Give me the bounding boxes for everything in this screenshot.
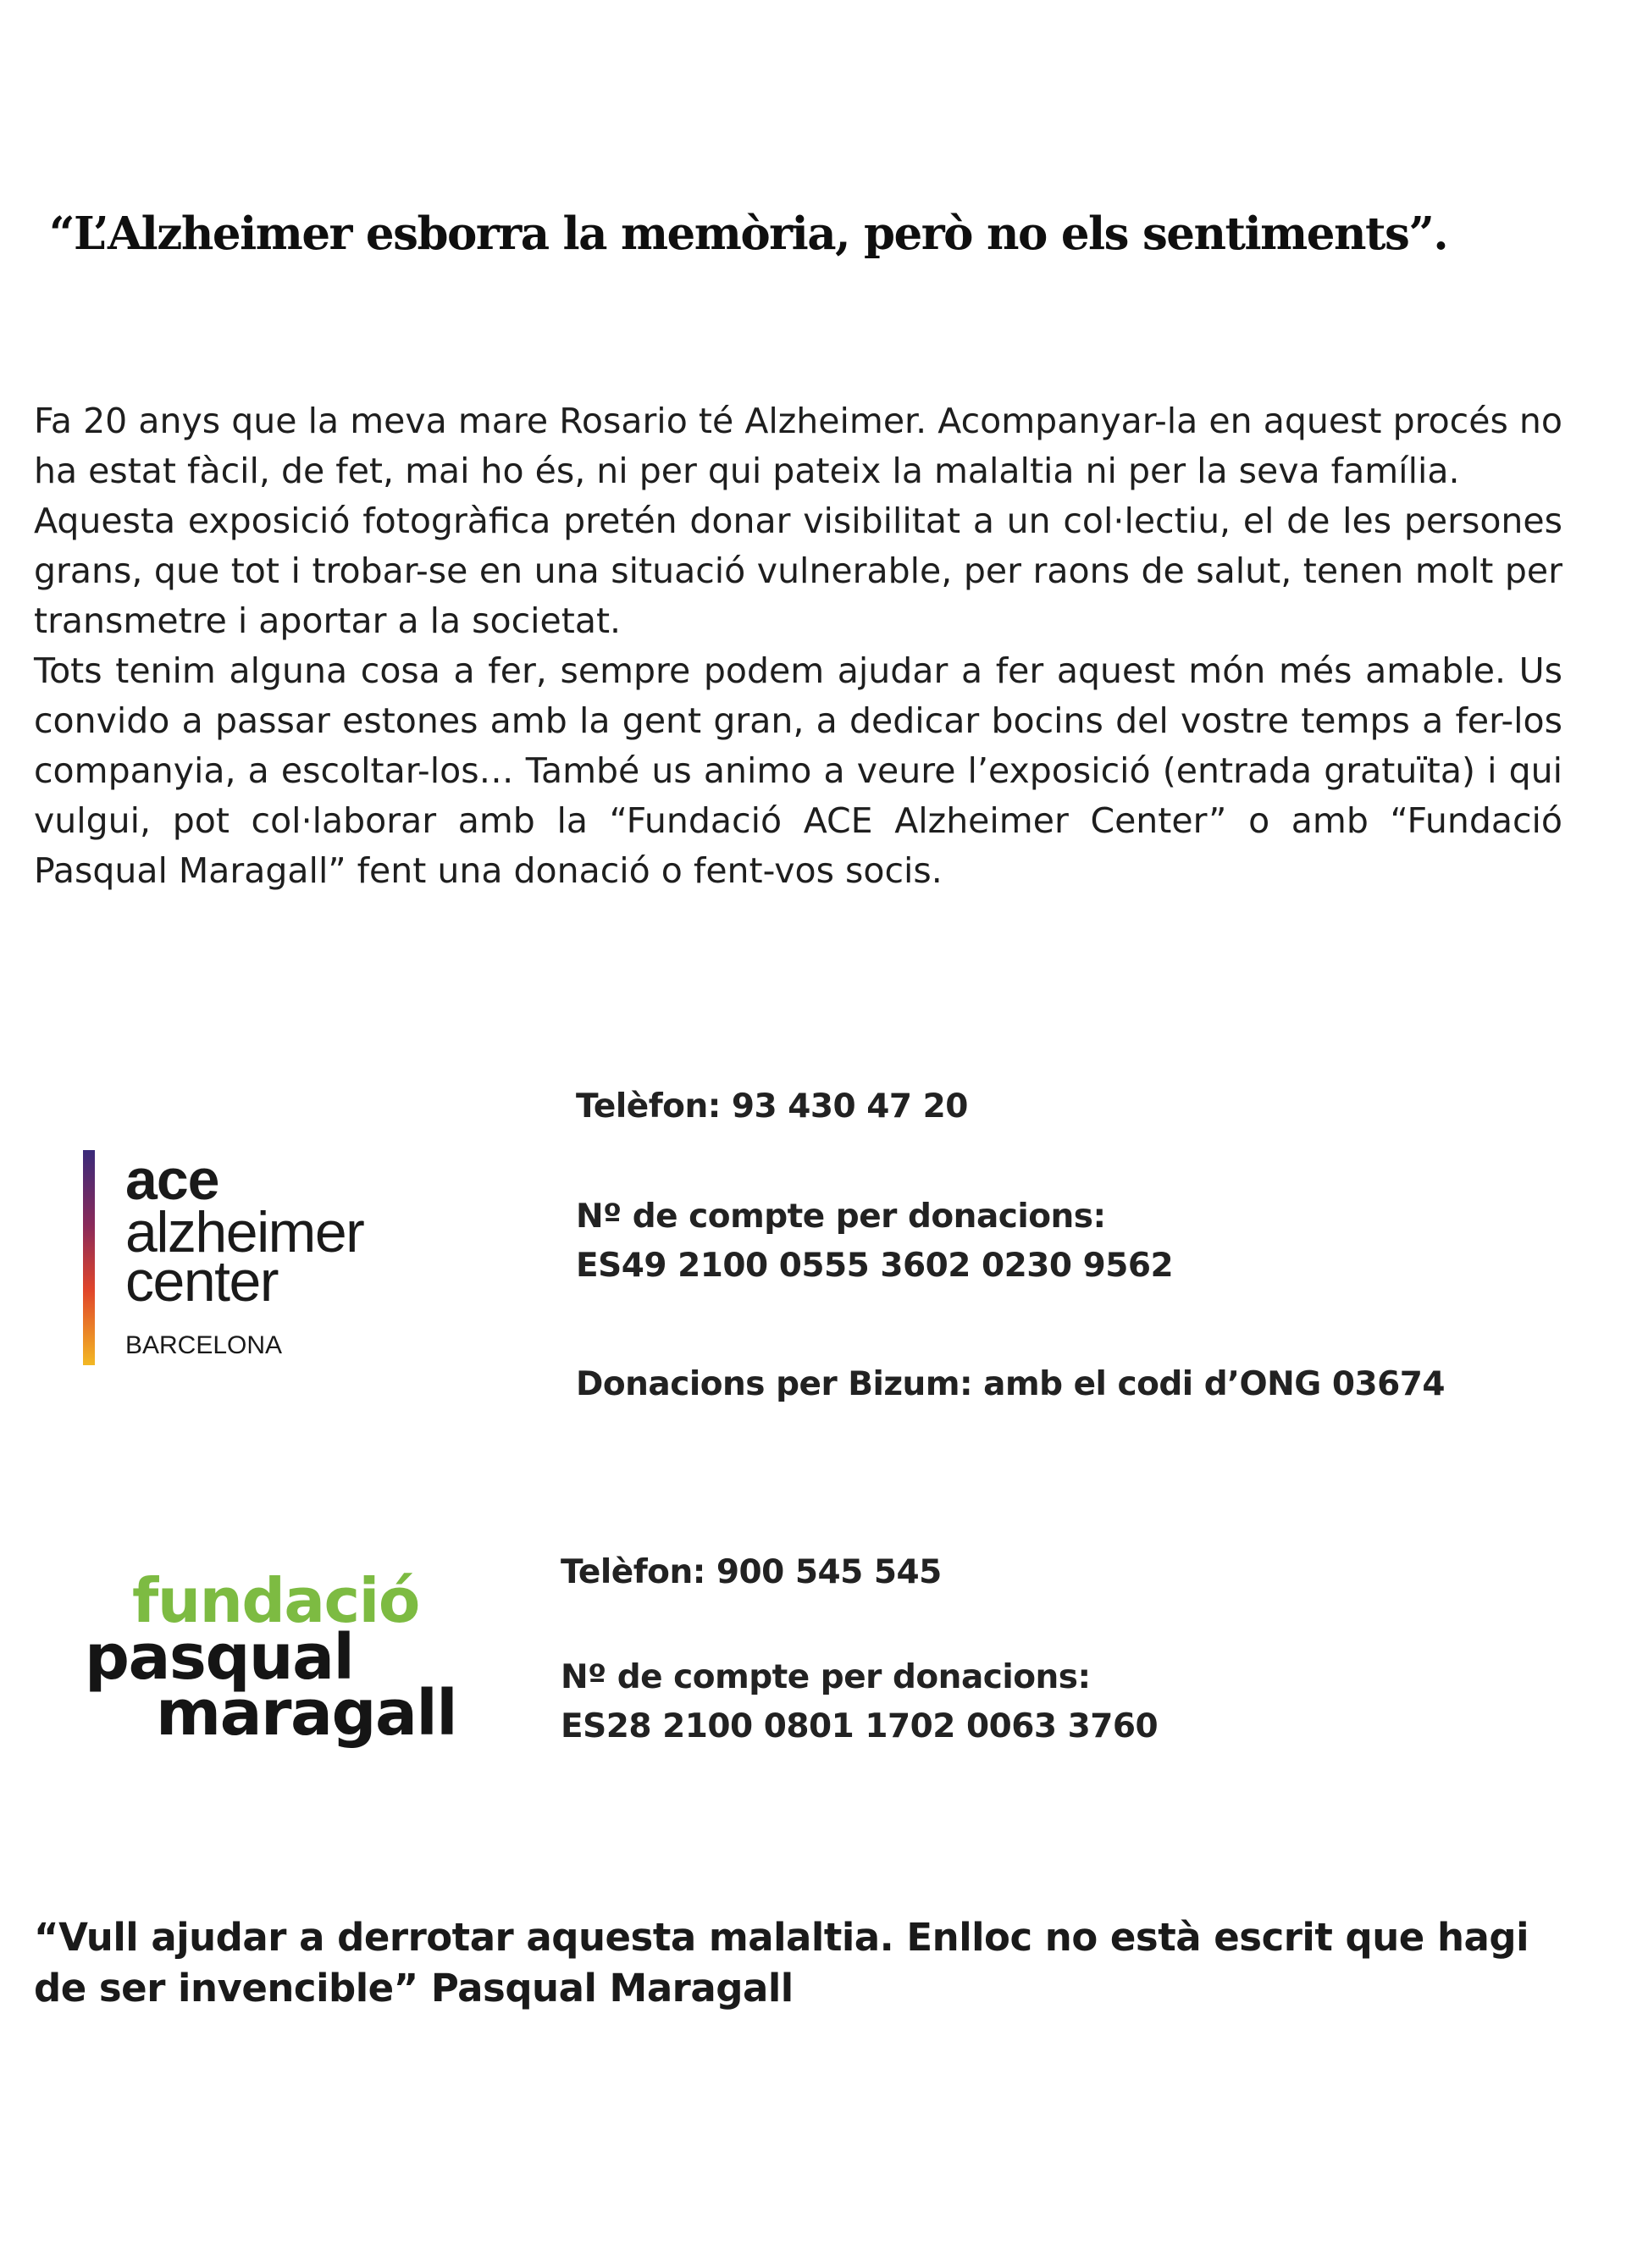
pasqual-phone: Telèfon: 900 545 545 bbox=[561, 1553, 942, 1591]
paragraph-call-to-action: Tots tenim alguna cosa a fer, sempre podem ajudar a fer aquest món més amable. Us convido a passar estones amb la gent gran, a dedicar bocins del vostre temps a fer-los companyia, a escoltar-los… També us animo a veure l’exposició (entrada gratuïta) i qui vulgui, pot col·laborar amb la “Fundació ACE Alzheimer Center” o amb “Fundació Pasqual Maragall” fent una donació o fent-vos socis. bbox=[34, 650, 1562, 891]
paragraph-exhibition: Aquesta exposició fotogràfica pretén donar visibilitat a un col·lectiu, el de les persones grans, que tot i trobar-se en una situació vulnerable, per raons de salut, tenen molt per transmetre i aportar a la societat. bbox=[34, 501, 1562, 641]
ace-logo-word-alzheimer: alzheimer bbox=[125, 1200, 364, 1264]
pasqual-account-label: Nº de compte per donacions: bbox=[561, 1658, 1091, 1696]
fpm-logo-word-fundacio: fundació bbox=[132, 1565, 419, 1636]
fpm-logo-word-maragall: maragall bbox=[156, 1677, 457, 1750]
closing-quote-line-1: “Vull ajudar a derrotar aquesta malaltia. Enlloc no està escrit que hagi bbox=[34, 1915, 1529, 1960]
fpm-logo-word-pasqual: pasqual bbox=[85, 1621, 354, 1694]
closing-quote-line-2: de ser invencible” Pasqual Maragall bbox=[34, 1966, 794, 2011]
ace-logo-word-center: center bbox=[125, 1249, 278, 1314]
ace-bizum-info: Donacions per Bizum: amb el codi d’ONG 03674 bbox=[576, 1365, 1446, 1403]
fundacio-pasqual-maragall-logo bbox=[85, 1565, 474, 1768]
ace-alzheimer-center-logo bbox=[83, 1150, 439, 1370]
ace-gradient-bar bbox=[83, 1150, 95, 1365]
ace-account-number: ES49 2100 0555 3602 0230 9562 bbox=[576, 1247, 1174, 1285]
ace-logo-word-ace: ace bbox=[125, 1148, 219, 1212]
paragraph-intro: Fa 20 anys que la meva mare Rosario té Alzheimer. Acompanyar-la en aquest procés no ha estat fàcil, de fet, mai ho és, ni per qui pateix la malaltia ni per la seva família. bbox=[34, 401, 1562, 491]
ace-account-label: Nº de compte per donacions: bbox=[576, 1198, 1106, 1236]
headline-quote: “L’Alzheimer esborra la memòria, però no els sentiments”. bbox=[49, 207, 1448, 260]
closing-quote bbox=[34, 1912, 1558, 2014]
ace-phone: Telèfon: 93 430 47 20 bbox=[576, 1087, 968, 1126]
body-text bbox=[34, 396, 1562, 896]
pasqual-account-number: ES28 2100 0801 1702 0063 3760 bbox=[561, 1707, 1159, 1745]
ace-logo-word-barcelona: BARCELONA bbox=[125, 1331, 283, 1359]
